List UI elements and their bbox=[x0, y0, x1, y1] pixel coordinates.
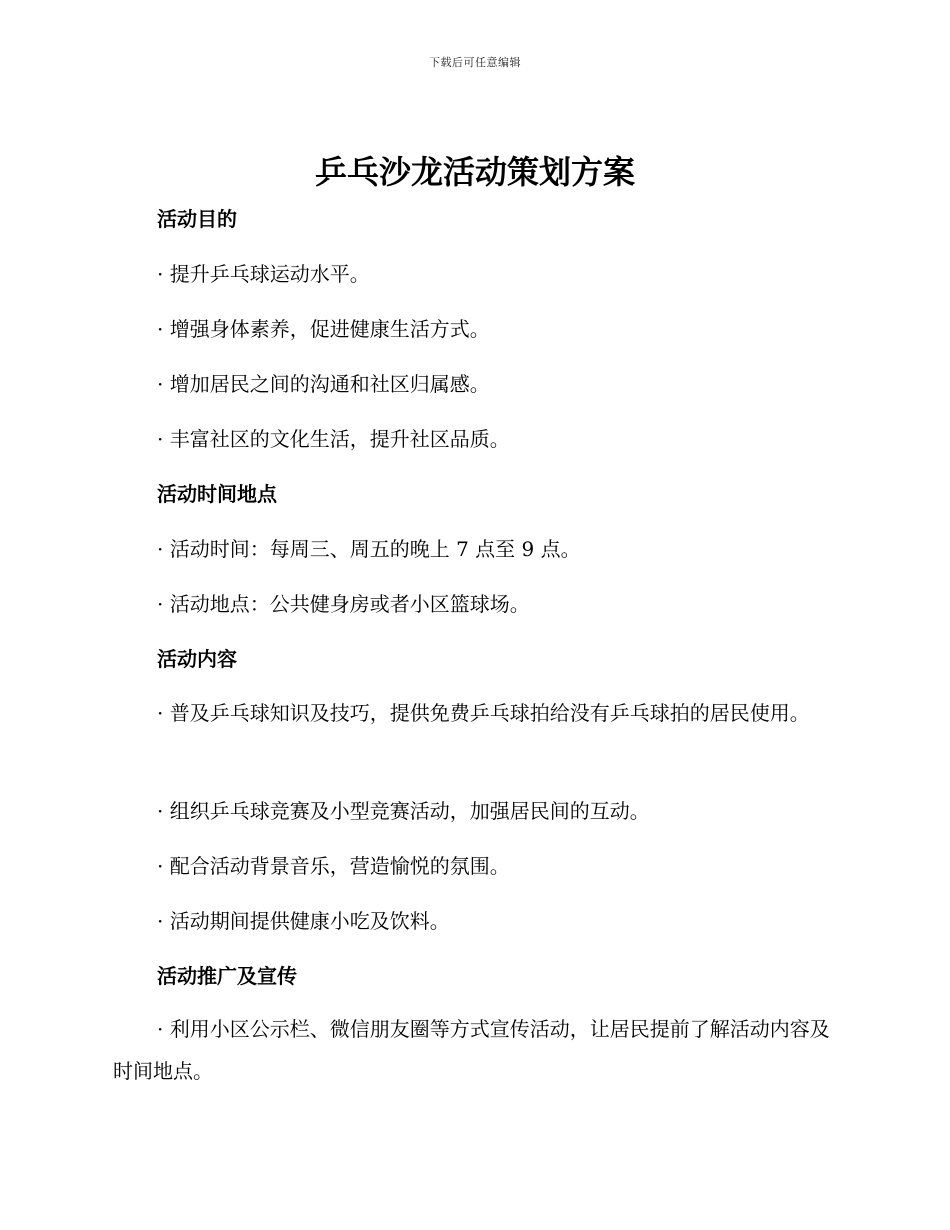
list-item: · 配合活动背景音乐，营造愉悦的氛围。 bbox=[157, 854, 510, 878]
list-item: · 活动地点：公共健身房或者小区篮球场。 bbox=[157, 592, 530, 616]
page-header-note: 下载后可任意编辑 bbox=[429, 56, 521, 69]
list-item: · 丰富社区的文化生活，提升社区品质。 bbox=[157, 427, 510, 451]
list-item: · 增强身体素养，促进健康生活方式。 bbox=[157, 317, 490, 341]
list-item: · 提升乒乓球运动水平。 bbox=[157, 262, 370, 286]
list-item: · 利用小区公示栏、微信朋友圈等方式宣传活动，让居民提前了解活动内容及时间地点。 bbox=[113, 1017, 830, 1083]
section-heading-purpose: 活动目的 bbox=[157, 207, 237, 231]
section-heading-time-place: 活动时间地点 bbox=[157, 482, 277, 506]
document-title: 乒乓沙龙活动策划方案 bbox=[314, 153, 635, 191]
list-item: · 活动期间提供健康小吃及饮料。 bbox=[157, 909, 450, 933]
list-item: · 普及乒乓球知识及技巧，提供免费乒乓球拍给没有乒乓球拍的居民使用。 bbox=[157, 701, 810, 725]
section-heading-promotion: 活动推广及宣传 bbox=[157, 964, 297, 988]
list-item: · 增加居民之间的沟通和社区归属感。 bbox=[157, 372, 490, 396]
list-item: · 组织乒乓球竞赛及小型竞赛活动，加强居民间的互动。 bbox=[157, 799, 650, 823]
section-heading-content: 活动内容 bbox=[157, 647, 237, 671]
list-item: · 活动时间：每周三、周五的晚上 7 点至 9 点。 bbox=[157, 537, 581, 561]
